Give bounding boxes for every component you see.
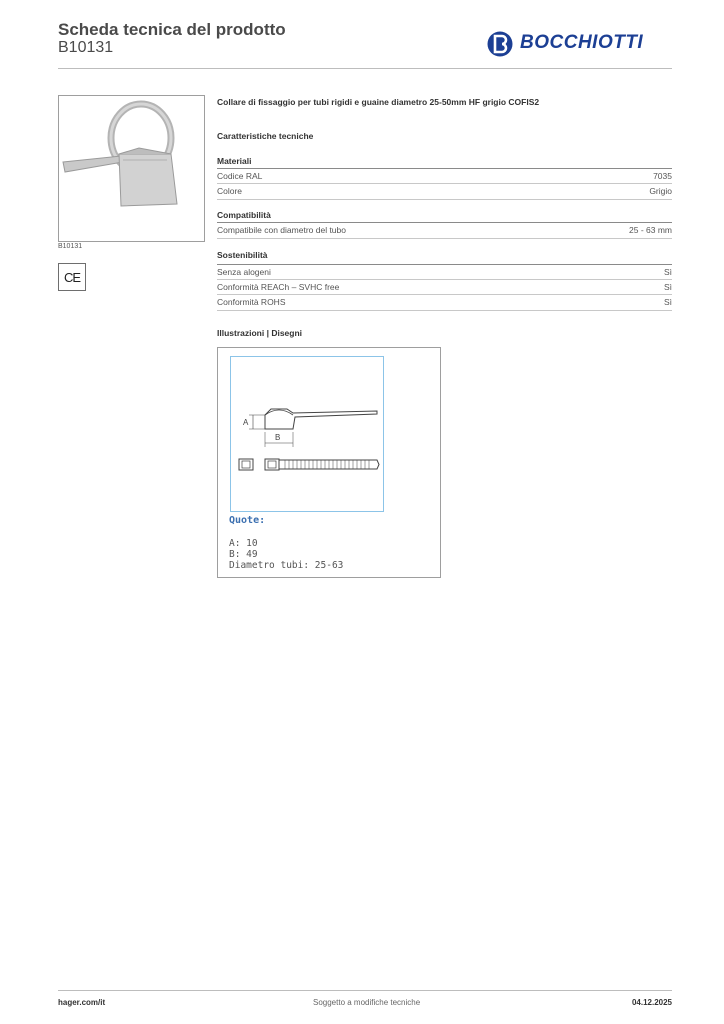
header-divider bbox=[58, 68, 672, 69]
spec-row bbox=[217, 264, 672, 280]
ce-mark-icon: CE bbox=[58, 263, 86, 291]
cable-clamp-photo-icon bbox=[59, 96, 204, 241]
illustrations-heading: Illustrazioni | Disegni bbox=[217, 328, 303, 338]
spec-label: Codice RAL bbox=[217, 171, 263, 181]
spec-value: 25 - 63 mm bbox=[629, 225, 672, 235]
spec-row bbox=[217, 222, 672, 239]
brand-name: BOCCHIOTTI bbox=[520, 32, 644, 53]
section-title-sostenibilita: Sostenibilità bbox=[217, 250, 268, 260]
product-description: Collare di fissaggio per tubi rigidi e guaine diametro 25-50mm HF grigio COFIS2 bbox=[217, 97, 540, 107]
spec-value: Sì bbox=[663, 267, 672, 277]
dim-a-label: A bbox=[243, 418, 249, 427]
quote-line: Diametro tubi: 25-63 bbox=[229, 560, 344, 571]
spec-value: Grigio bbox=[649, 186, 672, 196]
quote-line: A: 10 bbox=[229, 538, 258, 549]
spec-label: Colore bbox=[217, 186, 243, 196]
spec-row bbox=[217, 168, 672, 184]
quote-line: B: 49 bbox=[229, 549, 258, 560]
spec-row bbox=[217, 294, 672, 311]
page-title: Scheda tecnica del prodotto bbox=[58, 20, 286, 39]
dim-b-label: B bbox=[275, 433, 281, 442]
technical-drawing bbox=[217, 347, 441, 578]
clamp-drawing-icon bbox=[231, 357, 383, 511]
spec-label: Conformità REACh – SVHC free bbox=[217, 282, 340, 292]
spec-row bbox=[217, 279, 672, 295]
footer-date: 04.12.2025 bbox=[631, 998, 672, 1007]
spec-value: 7035 bbox=[653, 171, 672, 181]
product-photo bbox=[58, 95, 205, 242]
drawing-area bbox=[230, 356, 384, 512]
spec-value: Sì bbox=[663, 297, 672, 307]
spec-label: Conformità ROHS bbox=[217, 297, 286, 307]
quote-title: Quote: bbox=[229, 515, 266, 526]
section-title-materiali: Materiali bbox=[217, 156, 252, 166]
brand-logo bbox=[486, 29, 672, 59]
section-title-compatibilita: Compatibilità bbox=[217, 210, 271, 220]
footer-divider bbox=[58, 990, 672, 991]
product-code: B10131 bbox=[58, 39, 114, 56]
footer-note: Soggetto a modifiche tecniche bbox=[313, 998, 421, 1007]
tech-specs-heading: Caratteristiche tecniche bbox=[217, 131, 314, 141]
photo-caption: B10131 bbox=[58, 243, 83, 250]
spec-row bbox=[217, 183, 672, 200]
spec-value: Sì bbox=[663, 282, 672, 292]
spec-label: Senza alogeni bbox=[217, 267, 271, 277]
bocchiotti-logo-icon bbox=[486, 29, 516, 59]
spec-label: Compatibile con diametro del tubo bbox=[217, 225, 346, 235]
footer-website-link[interactable]: hager.com/it bbox=[58, 998, 106, 1007]
